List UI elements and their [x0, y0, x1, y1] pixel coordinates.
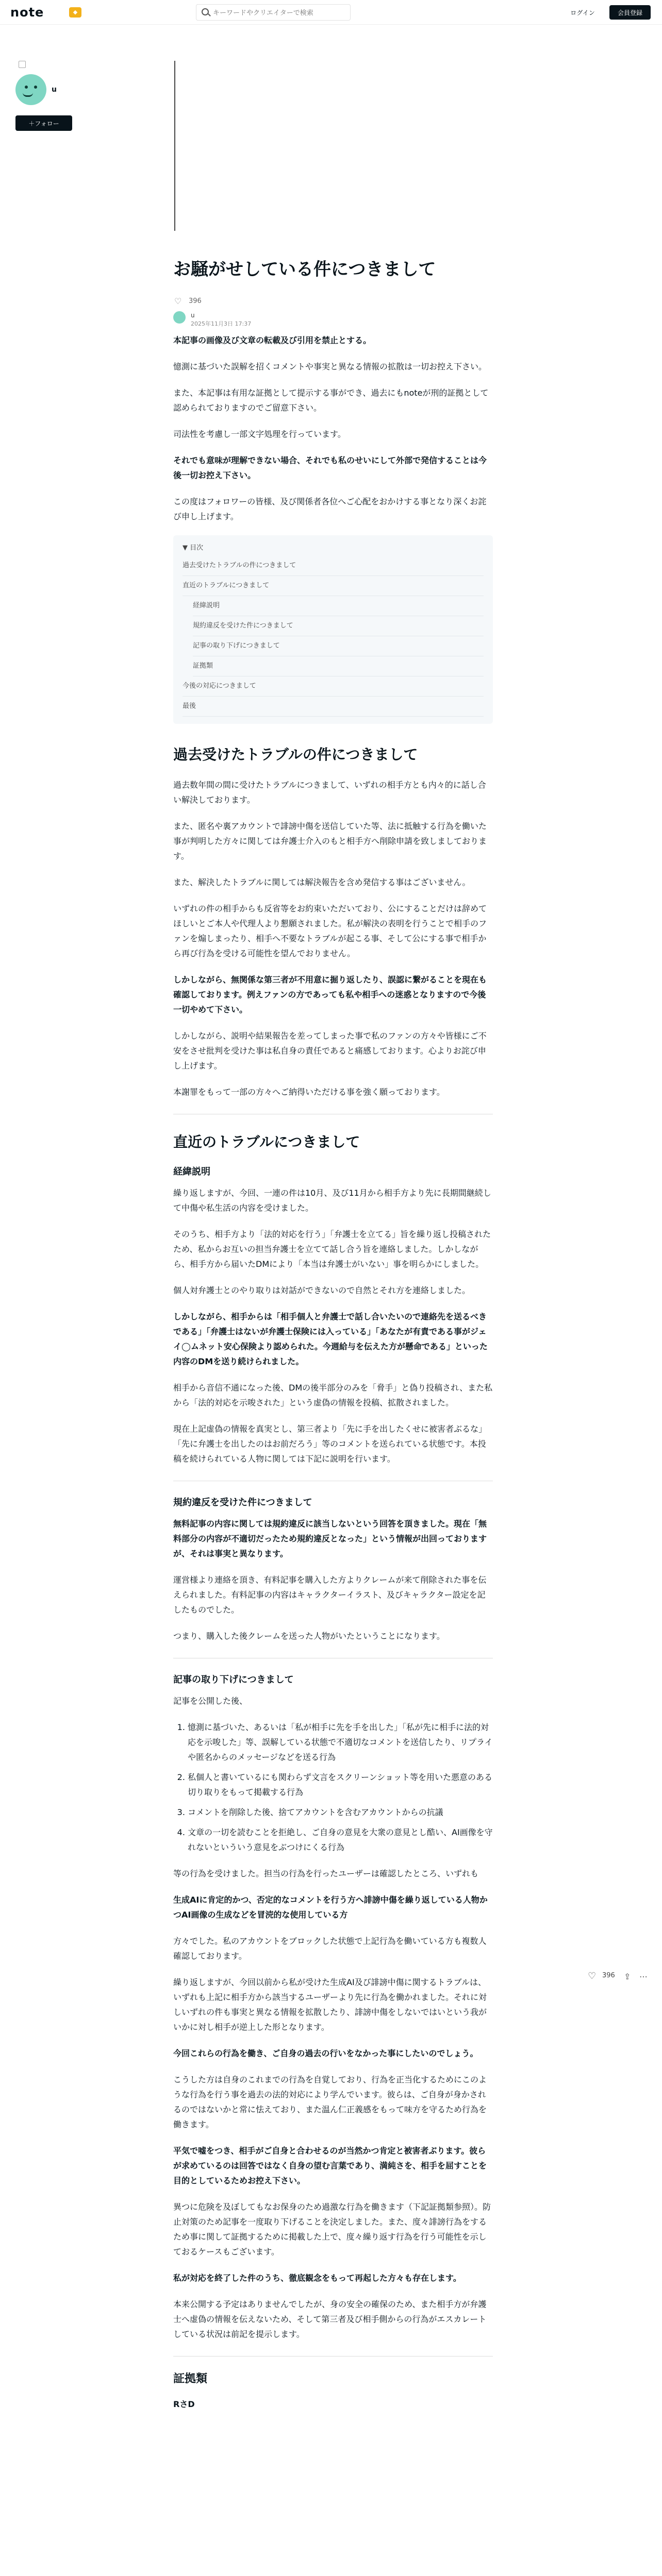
paragraph: つまり、購入した後クレームを送った人物がいたということになります。 — [173, 1631, 445, 1641]
ordered-list — [188, 1720, 493, 1855]
section-body — [173, 1185, 493, 1466]
subsection-heading: 規約違反を受けた件につきまして — [173, 1497, 312, 1508]
badge-icon: ◆ — [69, 7, 81, 18]
share-icon[interactable]: ⇪ — [624, 1972, 631, 1981]
paragraph: 繰り返しますが、今回以前から私が受けた生成AI及び誹謗中傷に関するトラブルは、いずれも上記に相手方から該当するユーザーより先に行為を働かれました。それに対しいずれの件も事実と異なる情報を拡散したり、誹謗中傷をしないではいという我がいかに対し相手が逆上した形となります。 — [173, 1977, 487, 2032]
paragraph: 相手から音信不通になった後、DMの後半部分のみを「脅手」と偽り投稿され、また私から「法的対応を示唆された」という虚偽の情報を投稿、拡散されました。 — [173, 1383, 493, 1408]
paragraph: RさD — [173, 2399, 195, 2409]
signup-button[interactable]: 会員登録 — [609, 5, 651, 20]
toc-item[interactable]: 今後の対応につきまして — [183, 676, 484, 697]
paragraph: いずれの件の相手からも反省等をお約束いただいており、公にすることだけは辞めてほしいとご本人や代理人より懇願されました。私が解決の表明を行うことで相手のファンを煽しまったり、相手へ不要なトラブルが起こる事、そして公にする事で相手から再び行為を受ける可能性を望んでおりません。 — [173, 904, 487, 958]
divider — [173, 2356, 493, 2357]
paragraph: 過去数年間の間に受けたトラブルにつきまして、いずれの相手方とも内々的に話し合い解決しております。 — [173, 780, 486, 805]
list-item: 1. 憶測に基づいた、あるいは「私が相手に先を手を出した」「私が先に相手に法的対応を示唆した」等、誤解している状態で不適切なコメントを送信したり、リプライや匿名からのメッセージなどを送る行為 — [188, 1720, 493, 1765]
intro-block — [173, 333, 493, 524]
paragraph: 平気で嘘をつき、相手がご自身と合わせるのが当然かつ肯定と被害者ぶります。彼らが求めているのは回答ではなく自身の望む言葉であり、満純さを、相手を屈すことを目的としているためお控え下さい。 — [173, 2146, 487, 2185]
more-icon[interactable]: ⋯ — [639, 1972, 648, 1981]
floating-actions — [588, 1971, 655, 1983]
toc-item[interactable]: 証拠類 — [193, 656, 484, 676]
article-title: お騒がせしている件につきまして — [173, 259, 436, 280]
paragraph: また、本記事は有用な証拠として提示する事ができ、過去にもnoteが刑的証拠として認められておりますのでご留意下さい。 — [173, 388, 489, 413]
paragraph: 個人対弁護士とのやり取りは対話ができないので自然とそれ方を連絡しました。 — [173, 1285, 471, 1295]
follow-button[interactable]: ＋フォロー — [15, 115, 72, 131]
paragraph: 憶測に基づいた誤解を招くコメントや事実と異なる情報の拡散は一切お控え下さい。 — [173, 362, 487, 371]
paragraph: 本謝罪をもって一部の方々へご納得いただける事を強く願っております。 — [173, 1087, 445, 1097]
paragraph: 方々でした。私のアカウントをブロックした状態で上記行為を働いている方も複数人確認しております。 — [173, 1936, 487, 1961]
search-icon — [202, 8, 209, 15]
toc-item[interactable]: 直近のトラブルにつきまして — [183, 576, 484, 596]
paragraph: 司法性を考慮し一部文字処理を行っています。 — [173, 429, 346, 439]
header-image-edge — [174, 61, 175, 231]
paragraph: しかしながら、説明や結果報告を差ってしまった事で私のファンの方々や皆様にご不安をさせ批判を受けた事は私自身の責任であると痛感しております。心よりお詫び申し上げます。 — [173, 1031, 487, 1071]
paragraph: 無料記事の内容に関しては規約違反に該当しないという回答を頂きました。現在「無料部分の内容が不適切だったため規約違反となった」という情報が出回っておりますが、それは事実と異なります。 — [173, 1519, 487, 1558]
toc-item[interactable]: 最後 — [183, 697, 484, 717]
toc-item[interactable]: 規約違反を受けた件につきまして — [193, 616, 484, 636]
paragraph: 生成AIに肯定的かつ、否定的なコメントを行う方へ誹謗中傷を繰り返している人物かつAI画像の生成などを冒涜的な使用している方 — [173, 1895, 488, 1920]
paragraph: 今回これらの行為を働き、ご自身の過去の行いをなかった事にしたいのでしょう。 — [173, 2048, 478, 2058]
paragraph: しかしながら、無関係な第三者が不用意に掘り返したり、誤認に繋がることを現在も確認しております。例えファンの方であっても私や相手への迷惑となりますので今後一切やめて下さい。 — [173, 975, 487, 1014]
paragraph: こうした方は自身のこれまでの行為を自覚しており、行為を正当化するためにこのような行為を行う事を過去の法的対応により学んでいます。彼らは、ご自身が身かされるのではないかと常に怯えており、また温ん仁正義感をもって味方を守るため行為を働きます。 — [173, 2075, 487, 2129]
table-of-contents — [173, 535, 493, 724]
like-count: 396 — [602, 1972, 615, 1979]
section-heading: 直近のトラブルにつきまして — [173, 1133, 360, 1150]
section-body — [173, 1866, 493, 2342]
paragraph: 運営様より連絡を頂き、有料記事を購入した方よりクレームが来て削除された事を伝えられました。有料記事の内容はキャラクターイラスト、及びキャラクター設定を記したものでした。 — [173, 1575, 487, 1615]
subsection-heading: 証拠類 — [173, 2372, 208, 2385]
paragraph: また、匿名や裏アカウントで誹謗中傷を送信していた等、法に抵触する行為を働いた事が判明した方々に関しては弁護士介入のもと相手方へ削除申請を致しましております。 — [173, 821, 487, 861]
paragraph: この度はフォロワーの皆様、及び関係者各位へご心配をおかけする事となり深くお詫び申し上げます。 — [173, 497, 487, 521]
login-button[interactable]: ログイン — [562, 5, 603, 20]
paragraph: それでも意味が理解できない場合、それでも私のせいにして外部で発信することは今後一切お控え下さい。 — [173, 455, 487, 480]
paragraph: 現在上記虚偽の情報を真実とし、第三者より「先に手を出したくせに被害者ぶるな」「先に弁護士を出したのはお前だろう」等のコメントを送られている状態です。本投稿を続けられている人物に関しては下記に説明を行います。 — [173, 1424, 487, 1464]
section-body — [173, 777, 493, 1099]
publish-date: 2025年11月3日 17:37 — [191, 320, 252, 327]
heart-icon[interactable]: ♡ — [588, 1971, 597, 1981]
magazine-icon[interactable] — [19, 61, 26, 68]
section-heading: 過去受けたトラブルの件につきまして — [173, 746, 418, 763]
list-item: 3. コメントを削除した後、捨てアカウントを含むアカウントからの抗議 — [188, 1805, 493, 1820]
toc-item[interactable]: 経緯説明 — [193, 596, 484, 616]
paragraph: 本記事の画像及び文章の転載及び引用を禁止とする。 — [173, 335, 372, 345]
toc-list — [183, 556, 484, 717]
paragraph: そのうち、相手方より「法的対応を行う」「弁護士を立てる」旨を繰り返し投稿されたため、私からお互いの担当弁護士を立てて話し合う旨を連絡しました。しかしながら、相手方から届いたDMにより「本当は弁護士がいない」事を明らかにしました。 — [173, 1229, 491, 1269]
paragraph: しかしながら、相手からは「相手個人と弁護士で話し合いたいので連絡先を送るべきである」「弁護士はないが弁護士保険には入っている」「あなたが有責である事がジェイ◯ムネット安心保険より認められた。今週給与を伝えた方が懸命である」といった内容のDMを送り続けられました。 — [173, 1312, 488, 1366]
article-meta — [173, 293, 493, 333]
paragraph: 私が対応を終了した件のうち、徹底観念をもって再起した方々も存在します。 — [173, 2273, 461, 2283]
subsection-heading: 記事の取り下げにつきまして — [173, 1674, 294, 1685]
toc-item[interactable]: 過去受けたトラブルの件につきまして — [183, 556, 484, 576]
author-name[interactable]: u — [191, 312, 195, 319]
subsection-heading: 経緯説明 — [173, 1166, 210, 1177]
search-box[interactable] — [196, 4, 351, 21]
article — [173, 258, 493, 2423]
site-header — [0, 0, 662, 25]
toc-toggle[interactable]: ▼ 目次 — [183, 544, 204, 552]
paragraph: 繰り返しますが、今回、一連の件は10月、及び11月から相手方より先に長期間継続して中傷や私生活の内容を受けました。 — [173, 1188, 491, 1213]
paragraph: 異つに危険を及ぼしてもなお保身のため過激な行為を働きます（下記証拠類参照）。防止対策のため記事を一度取り下げることを決定しました。また、度々誹謗行為をするため事に関して証拠するために掲載した上で、度々繰り返す行為を行う可能性を示しておるケースもございます。 — [173, 2202, 491, 2257]
search-input[interactable] — [213, 8, 342, 18]
list-item: 2. 私個人と書いているにも関わらず文言をスクリーンショット等を用いた悪意のある切り取りをもって掲載する行為 — [188, 1770, 493, 1800]
section-body — [173, 1516, 493, 1643]
avatar[interactable] — [15, 74, 46, 105]
paragraph: また、解決したトラブルに関しては解決報告を含め発信する事はございません。 — [173, 877, 471, 887]
like-count: 396 — [189, 297, 202, 305]
user-name[interactable]: u — [52, 86, 57, 94]
paragraph: 本来公開する予定はありませんでしたが、身の安全の確保のため、また相手方が弁護士へ虚偽の情報を伝えないため、そして第三者及び相手側からの行為がエスカレートしている状況は前記を提示します。 — [173, 2299, 487, 2339]
follow-label: フォロー — [35, 120, 59, 127]
list-item: 4. 文章の一切を読むことを拒絶し、ご自身の意見を大衆の意見とし酷い、AI画像を守れないといういう意見をぶつけにくる行為 — [188, 1825, 493, 1855]
paragraph: 等の行為を受けました。担当の行為を行ったユーザーは確認したところ、いずれも — [173, 1869, 479, 1878]
note-logo[interactable]: note — [10, 5, 44, 20]
paragraph: 記事を公開した後、 — [173, 1696, 248, 1706]
author-avatar[interactable] — [173, 311, 186, 324]
toc-item[interactable]: 記事の取り下げにつきまして — [193, 636, 484, 656]
heart-icon[interactable]: ♡ — [174, 296, 182, 306]
